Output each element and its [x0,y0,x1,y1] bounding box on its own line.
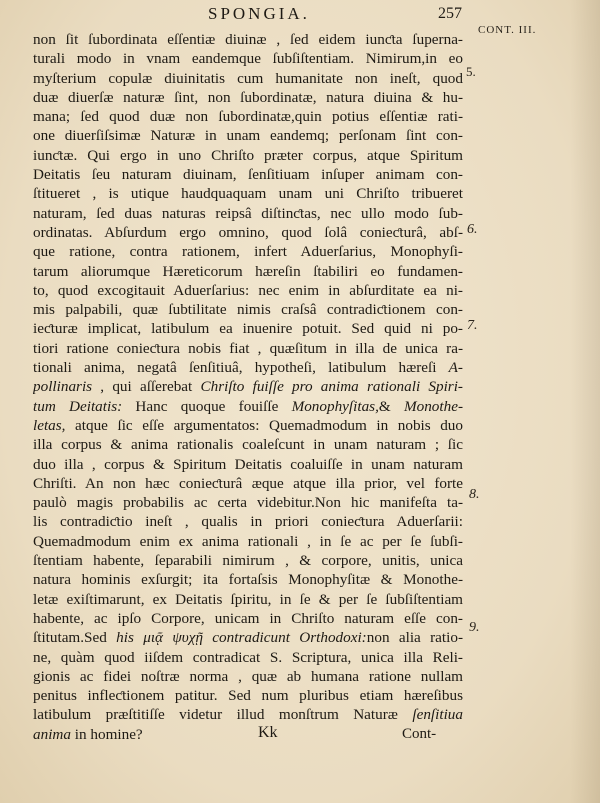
italic-run: pollinaris [33,378,93,396]
text-line [33,609,463,628]
text-run: ſtitutam.Sed [33,629,117,647]
text-run: natura hominis exſurgit; ita fortaſsis Monophyſitæ & Monothe- [33,571,463,589]
text-run: ne, quàm quod iiſdem contradicat S. Scriptura, unica illa Reli- [33,648,463,666]
text-run: myſterium copulæ diuinitatis cum humanitate non ineſt, quod [33,69,463,87]
text-run: Quemadmodum enim ex anima rationali , in ſe ac per ſe ſubſi- [33,532,463,550]
margin-note-5: 5. [466,64,476,79]
text-line [33,69,463,88]
text-run: gionis ac fidei noſtræ norma , quæ ab humana ratione nullam [33,667,463,685]
text-run: Deitatis ſeu naturam diuinam, ſenſitiuam inſuper animam con- [33,166,463,184]
margin-note-9: 9. [469,620,480,635]
text-line [33,648,463,667]
italic-run: anima [33,725,71,743]
text-line [33,397,463,416]
text-line [33,262,463,281]
margin-chapter-heading: CONT. III. [478,24,537,36]
text-line [33,339,463,358]
text-line [33,628,463,647]
text-line [33,204,463,223]
catchword: Cont- [402,726,437,742]
text-run: , qui aſſerebat [92,378,201,396]
text-line [33,512,463,531]
text-line [33,30,463,49]
italic-run: tum Deitatis: [33,397,123,415]
text-line [33,455,463,474]
text-run: illa corpus & anima rationalis coaleſcunt in unam naturam ; ſic [33,436,463,454]
text-line [33,126,463,145]
margin-note-8: 8. [469,487,480,502]
text-run: non ſit ſubordinata eſſentiæ diuinæ , ſed eidem iunƈta ſuperna- [33,31,463,48]
text-line [33,551,463,570]
text-run: & [378,397,404,415]
italic-run: ſenſitiua [412,706,463,724]
italic-run: Monothe- [403,397,463,415]
text-run: iunƈtæ. Qui ergo in uno Chriſto præter corpus, atque Spiritum [33,146,463,164]
text-run: Chriſti. An non hæc conieƈturâ æque atque illa prior, vel forte [33,474,463,492]
text-line [33,300,463,319]
text-line [33,435,463,454]
margin-note-6: 6. [467,222,478,237]
text-run: mis palpabili, quæ ſubtilitate nimis craſsâ contradiƈtionem con- [33,301,463,319]
text-run: penitus infleƈtionem patitur. Sed num pluribus etiam hæreſibus [33,687,463,705]
text-run: Hanc quoque fouiſſe [122,397,292,415]
text-line [33,590,463,609]
text-run: que ratione, contra rationem, infert Aduerſarius, Monophyſi- [33,243,463,261]
text-line [33,532,463,551]
text-line [33,493,463,512]
text-line [33,358,463,377]
italic-run: his μιᾷ ψυχῇ contradicunt Orthodoxi: [116,629,367,647]
italic-run: letas, [33,416,66,434]
text-line [33,570,463,589]
signature-mark: Kk [258,724,278,741]
text-run: tiori ratione conieƈtura nobis fiat , quæſitum in illa de unica ra- [33,339,463,357]
text-run: letæ exiſtimarunt, ex Deitatis ſpiritu, in ſe & per ſe ſubſiſtentiam [33,590,463,608]
text-line [33,377,463,396]
text-run: ordinatas. Abſurdum ergo omnino, quod ſolâ conieƈturâ, abſ- [33,223,463,241]
text-run: non alia ratio- [366,629,463,647]
italic-run: Monophyſitas, [291,397,379,415]
text-line [33,705,463,724]
italic-run: Chriſto fuiſſe pro anima rationali Spiri- [200,378,463,396]
text-run: latibulum præſtitiſſe videtur illud monſtrum Naturæ [33,706,413,724]
text-line [33,319,463,338]
text-run: duæ diuerſæ naturæ ſint, non ſubordinatæ, natura diuina & hu- [33,88,463,106]
text-line [33,146,463,165]
text-line [33,686,463,705]
text-line [33,107,463,126]
text-line [33,165,463,184]
running-title: SPONGIA. [208,4,310,23]
text-run: paulò magis probabilis ac certa videbitur.Non hic manifeſta ta- [33,494,463,512]
text-run: habente, ac ipſo Corpore, unicam in Chriſto naturam eſſe con- [33,609,463,627]
text-line [33,242,463,261]
text-run: tionali anima, negatâ ſenſitiuâ, hypotheſi, latibulum hæreſi [33,359,449,377]
body-text [33,30,463,744]
text-run: ieƈturæ implicat, latibulum ea inuenire potuit. Sed quid ni po- [33,320,463,338]
text-run: ſtitueret , is utique haudquaquam unam uni Chriſto tribueret [33,185,463,203]
text-run: atque ſic eſſe argumentatos: Quemadmodum in nobis duo [65,416,463,434]
text-run: in homine? [70,725,143,743]
page-edge-shadow [570,0,600,803]
text-run: duo illa , corpus & Spiritum Deitatis coaluiſſe in unam naturam [33,455,463,473]
text-line [33,725,463,744]
text-line [33,416,463,435]
running-head [0,4,600,26]
text-line [33,281,463,300]
margin-note-7: 7. [467,318,478,333]
text-run: one diuerſiſsimæ Naturæ in unam eandemq; perſonam ſint con- [33,127,463,145]
text-run: mana; ſed quod duæ non ſubordinatæ,quin potius eſſentiæ rati- [33,108,463,126]
italic-run: A- [448,359,463,377]
text-line [33,184,463,203]
text-line [33,223,463,242]
text-run: naturam, ſed duas naturas reipsâ diſtinƈtas, nec ullo modo ſub- [33,204,463,222]
text-run: to, quod excogitauit Aduerſarius: nec enim in abſurditate ea ni- [33,281,463,299]
text-line [33,88,463,107]
text-line [33,49,463,68]
text-run: ſtentiam habente, ſeparabili nimirum , & corpore, unitis, unica [33,552,463,570]
text-run: tarum aliorumque Hæreticorum hæreſin ſtabiliri eo fundamen- [33,262,463,280]
page-number: 257 [438,5,462,22]
text-run: lis contradiƈtio ineſt , qualis in priori conieƈtura Aduerſarii: [33,513,463,531]
text-line [33,474,463,493]
text-line [33,667,463,686]
text-run: turali modo in vnam eandemque ſubſiſtentiam. Nimirum,in eo [33,50,463,68]
